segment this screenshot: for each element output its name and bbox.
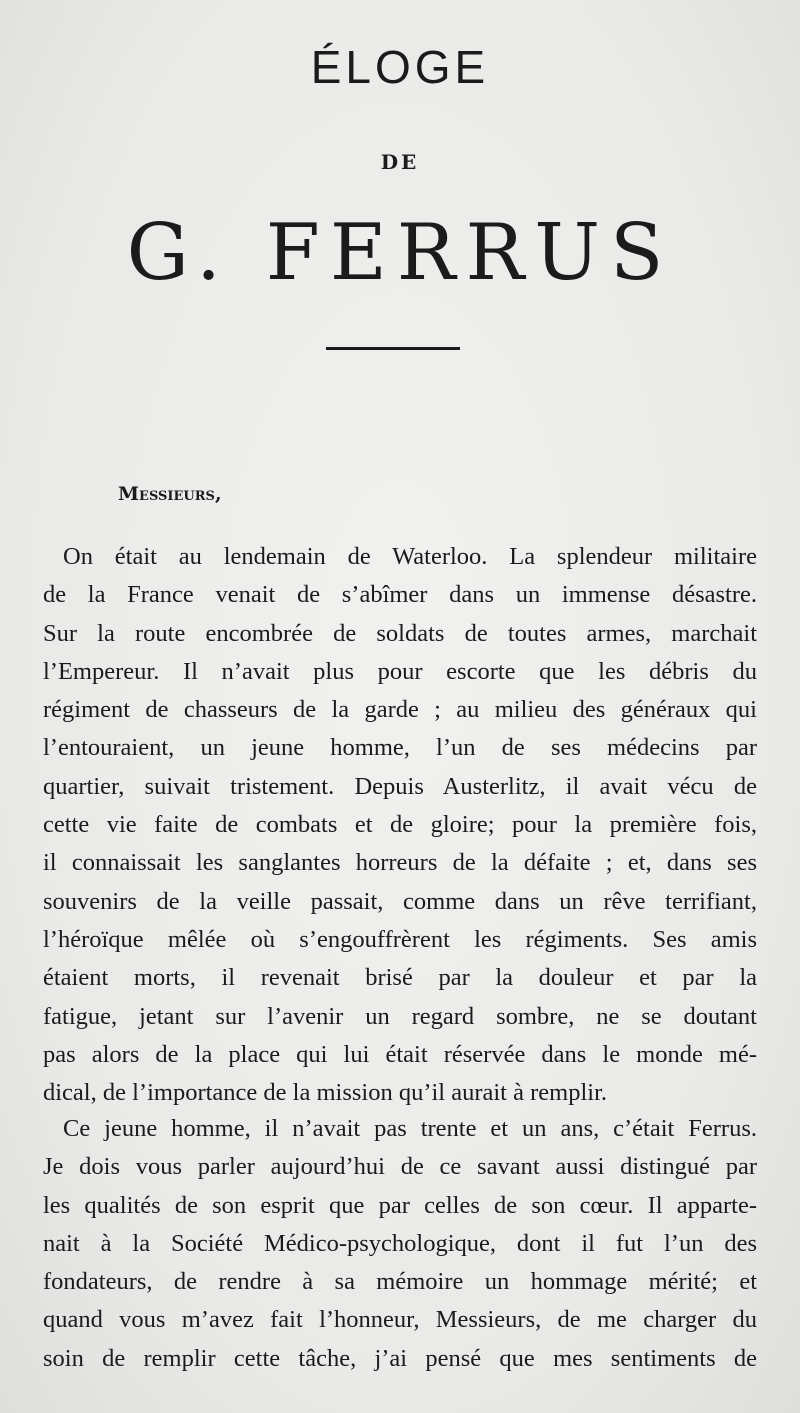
title-divider [326, 347, 460, 350]
text-line: l’entouraient, un jeune homme, l’un de ses médecins par [43, 734, 757, 762]
text-line: cette vie faite de combats et de gloire; pour la première fois, [43, 811, 757, 839]
heading-name: G. FERRUS [126, 208, 674, 298]
paragraph-2 [43, 1110, 757, 1378]
text-line: souvenirs de la veille passait, comme dans un rêve terrifiant, [43, 887, 757, 915]
text-line: quartier, suivait tristement. Depuis Austerlitz, il avait vécu de [43, 772, 757, 800]
text-line: dical, de l’importance de la mission qu’il aurait à remplir. [43, 1079, 608, 1107]
text-line: de la France venait de s’abîmer dans un immense désastre. [43, 581, 757, 609]
paragraph-1 [43, 538, 757, 1112]
text-line: fatigue, jetant sur l’avenir un regard sombre, ne se doutant [43, 1002, 757, 1030]
text-line: fondateurs, de rendre à sa mémoire un hommage mérité; et [43, 1268, 757, 1296]
text-line: Sur la route encombrée de soldats de toutes armes, marchait [43, 619, 757, 647]
text-line: étaient morts, il revenait brisé par la douleur et par la [43, 964, 757, 992]
heading-eloge: ÉLOGE [310, 41, 490, 93]
text-line: les qualités de son esprit que par celles de son cœur. Il apparte- [43, 1191, 757, 1219]
text-line: quand vous m’avez fait l’honneur, Messieurs, de me charger du [43, 1306, 757, 1334]
text-line: Ce jeune homme, il n’avait pas trente et un ans, c’était Ferrus. [63, 1115, 757, 1142]
heading-de: DE [380, 150, 420, 174]
text-line: l’Empereur. Il n’avait plus pour escorte que les débris du [43, 657, 757, 685]
salutation: Messieurs, [118, 483, 222, 505]
text-line: régiment de chasseurs de la garde ; au milieu des généraux qui [43, 696, 757, 724]
text-line: nait à la Société Médico-psychologique, dont il fut l’un des [43, 1229, 757, 1257]
text-line: pas alors de la place qui lui était réservée dans le monde mé- [43, 1040, 757, 1068]
text-line: l’héroïque mêlée où s’engouffrèrent les régiments. Ses amis [43, 925, 757, 953]
text-line: soin de remplir cette tâche, j’ai pensé que mes sentiments de [43, 1344, 757, 1372]
text-line: il connaissait les sanglantes horreurs de la défaite ; et, dans ses [43, 849, 757, 877]
text-line: On était au lendemain de Waterloo. La splendeur militaire [63, 543, 757, 570]
text-line: Je dois vous parler aujourd’hui de ce savant aussi distingué par [43, 1153, 757, 1181]
